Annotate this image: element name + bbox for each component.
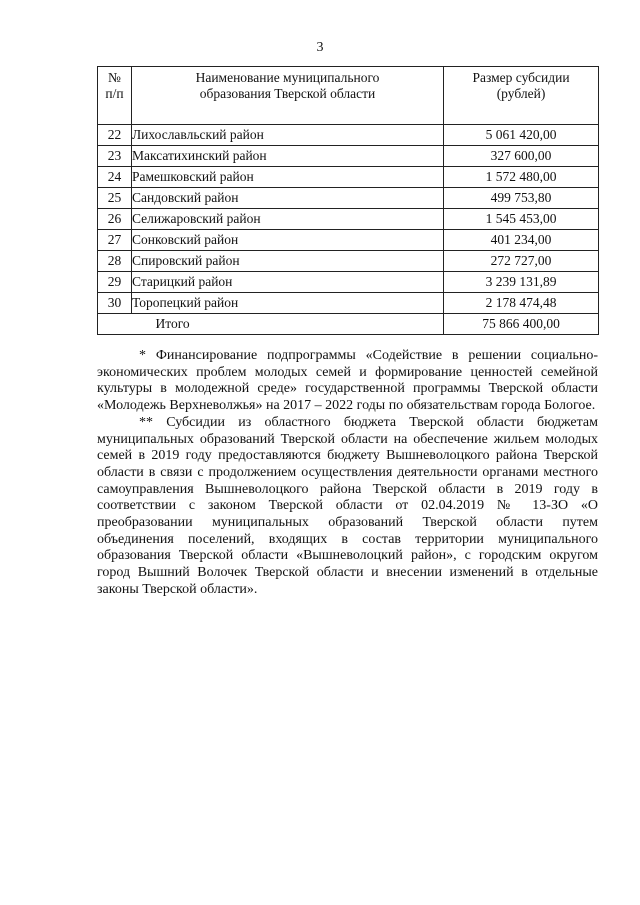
table-row [98, 146, 599, 167]
total-amount: 75 866 400,00 [444, 314, 599, 335]
row-name: Торопецкий район [132, 293, 444, 314]
footnote-1: * Финансирование подпрограммы «Содействие в решении социально-экономических проблем молодых семей и формирование ценностей семейной культуры в молодежной среде» государственной программы Тверской области «Молодежь Верхневолжья» на 2017 – 2022 годы по обязательствам города Бологое. [97, 348, 598, 414]
row-name: Старицкий район [132, 272, 444, 293]
page-number: 3 [316, 40, 324, 55]
table-row [98, 230, 599, 251]
row-amount: 5 061 420,00 [444, 125, 599, 146]
row-amount: 1 545 453,00 [444, 209, 599, 230]
row-amount: 401 234,00 [444, 230, 599, 251]
row-num: 26 [98, 209, 132, 230]
row-amount: 2 178 474,48 [444, 293, 599, 314]
row-name: Лихославльский район [132, 125, 444, 146]
table-header-row [98, 67, 599, 125]
row-num: 30 [98, 293, 132, 314]
row-name: Сандовский район [132, 188, 444, 209]
row-num: 24 [98, 167, 132, 188]
total-blank-cell [98, 314, 132, 335]
row-num: 27 [98, 230, 132, 251]
row-num: 22 [98, 125, 132, 146]
row-amount: 327 600,00 [444, 146, 599, 167]
row-name: Сонковский район [132, 230, 444, 251]
table-row [98, 125, 599, 146]
table-row [98, 272, 599, 293]
header-amount: Размер субсидии (рублей) [444, 67, 599, 125]
row-name: Селижаровский район [132, 209, 444, 230]
row-num: 28 [98, 251, 132, 272]
row-amount: 3 239 131,89 [444, 272, 599, 293]
row-num: 25 [98, 188, 132, 209]
header-num: № п/п [98, 67, 132, 125]
row-name: Максатихинский район [132, 146, 444, 167]
row-name: Рамешковский район [132, 167, 444, 188]
subsidy-table [97, 66, 599, 335]
table-row [98, 167, 599, 188]
table-total-row [98, 314, 599, 335]
table-row [98, 188, 599, 209]
header-name: Наименование муниципального образования Тверской области [132, 67, 444, 125]
row-num: 29 [98, 272, 132, 293]
table-row [98, 251, 599, 272]
table-row [98, 209, 599, 230]
row-amount: 1 572 480,00 [444, 167, 599, 188]
footnotes [97, 348, 598, 599]
row-amount: 272 727,00 [444, 251, 599, 272]
row-num: 23 [98, 146, 132, 167]
table-row [98, 293, 599, 314]
total-label: Итого [132, 314, 444, 335]
footnote-2: ** Субсидии из областного бюджета Тверской области бюджетам муниципальных образований Тверской области на обеспечение жильем молодых семей в 2019 году предоставляются бюджету Вышневолоцкого района Тверской области в связи с продолжением осуществления деятельности органами местного самоуправления Вышневолоцкого района Тверской области в 2019 году в соответствии с законом Тверской области от 02.04.2019 № 13-ЗО «О преобразовании муниципальных образований Тверской области путем объединения поселений, входящих в состав территории муниципального образования Тверской области «Вышневолоцкий район», с городским округом город Вышний Волочек Тверской области и внесении изменений в отдельные законы Тверской области». [97, 414, 598, 597]
row-name: Спировский район [132, 251, 444, 272]
row-amount: 499 753,80 [444, 188, 599, 209]
